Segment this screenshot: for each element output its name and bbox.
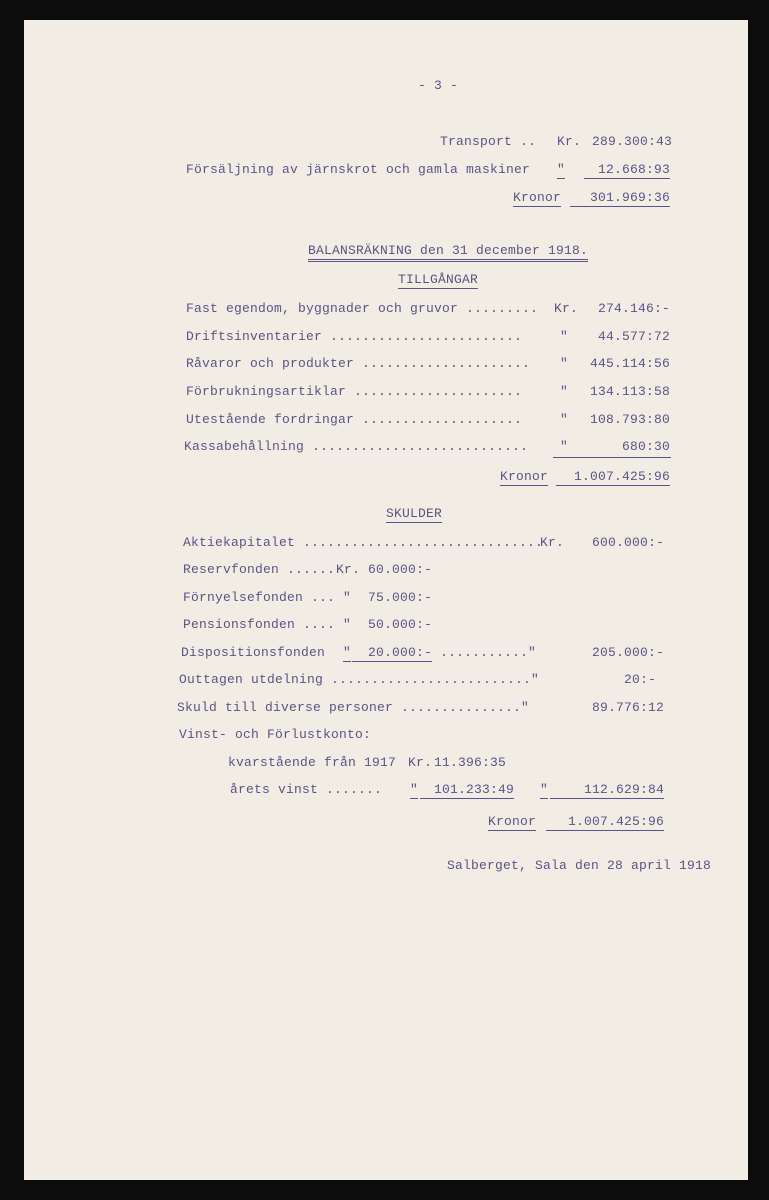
liabilities-heading: SKULDER	[386, 506, 443, 521]
asset-row-label: Driftsinventarier ........................	[186, 329, 523, 344]
asset-row-label: Kassabehållning ...........................	[184, 439, 529, 454]
asset-row-amount: 445.114:56	[589, 356, 670, 371]
asset-row-amount: 680:30	[621, 439, 670, 454]
balance-sheet-title: BALANSRÄKNING den 31 december 1918.	[308, 243, 588, 262]
asset-row-mark: "	[560, 384, 569, 399]
scrap-sale-amount: 12.668:93	[584, 162, 670, 179]
year-profit-mark: "	[410, 782, 419, 797]
dividend-label: Outtagen utdelning ........................."	[179, 672, 540, 687]
year-profit-label: årets vinst .......	[230, 782, 383, 797]
asset-row-label: Förbrukningsartiklar .....................	[186, 384, 523, 399]
transport-amount: 289.300:43	[592, 134, 673, 149]
debt-amount: 89.776:12	[591, 700, 664, 715]
fund-row-mark: "	[343, 645, 352, 660]
year-profit-mark-2: "	[540, 782, 549, 797]
share-capital-amount: 600.000:-	[591, 535, 664, 550]
assets-heading: TILLGÅNGAR	[398, 272, 479, 287]
asset-row-mark: Kr.	[554, 301, 579, 316]
profit-loss-heading: Vinst- och Förlustkonto:	[179, 727, 372, 742]
asset-row-label: Utestående fordringar ....................	[186, 412, 523, 427]
asset-row-amount: 44.577:72	[597, 329, 670, 344]
asset-row-mark: "	[560, 412, 569, 427]
carried-forward-label: kvarstående från 1917	[228, 755, 397, 770]
asset-row-amount: 274.146:-	[597, 301, 670, 316]
fund-row-label: Reservfonden ......	[183, 562, 336, 577]
fund-row-amount: 75.000:-	[367, 590, 432, 605]
fund-row-label: Förnyelsefonden ...	[183, 590, 336, 605]
fund-row-amount: 20.000:-	[352, 645, 432, 662]
year-profit-amount: 101.233:49	[420, 782, 514, 799]
funds-leader: ..........."	[440, 645, 537, 660]
asset-row-mark: "	[560, 329, 569, 344]
fund-row-label: Dispositionsfonden	[181, 645, 326, 660]
transport-total-amount: 301.969:36	[570, 190, 670, 207]
asset-row-label: Fast egendom, byggnader och gruvor .........	[186, 301, 539, 316]
fund-row-mark: "	[343, 590, 352, 605]
share-capital-label: Aktiekapitalet ..............................	[183, 535, 544, 550]
carried-forward-mark: Kr.	[408, 755, 433, 770]
fund-row-mark: "	[343, 617, 352, 632]
dividend-amount: 20:-	[623, 672, 656, 687]
transport-currency: Kr.	[557, 134, 582, 149]
assets-subtotal-rule	[553, 457, 671, 458]
transport-label: Transport ..	[440, 134, 537, 149]
debt-label: Skuld till diverse personer ..............."	[177, 700, 530, 715]
page-number: - 3 -	[418, 78, 459, 93]
fund-row-amount: 60.000:-	[367, 562, 432, 577]
asset-row-amount: 108.793:80	[589, 412, 670, 427]
place-date-line: Salberget, Sala den 28 april 1918	[447, 858, 712, 873]
carried-forward-amount: 11.396:35	[434, 755, 507, 770]
asset-row-mark: "	[560, 356, 569, 371]
profit-loss-total: 112.629:84	[550, 782, 664, 799]
assets-total-amount: 1.007.425:96	[556, 469, 670, 486]
asset-row-mark: "	[560, 439, 569, 454]
share-capital-mark: Kr.	[540, 535, 565, 550]
fund-row-label: Pensionsfonden ....	[183, 617, 336, 632]
scrap-sale-mark: "	[557, 162, 566, 177]
funds-total-amount: 205.000:-	[591, 645, 664, 660]
assets-total-label: Kronor	[500, 469, 549, 484]
liabilities-total-label: Kronor	[488, 814, 537, 829]
liabilities-total-amount: 1.007.425:96	[546, 814, 664, 831]
asset-row-amount: 134.113:58	[589, 384, 670, 399]
fund-row-mark: Kr.	[336, 562, 361, 577]
asset-row-label: Råvaror och produkter .....................	[186, 356, 531, 371]
transport-total-label: Kronor	[513, 190, 562, 205]
fund-row-amount: 50.000:-	[367, 617, 432, 632]
scrap-sale-label: Försäljning av järnskrot och gamla maskiner	[186, 162, 531, 177]
